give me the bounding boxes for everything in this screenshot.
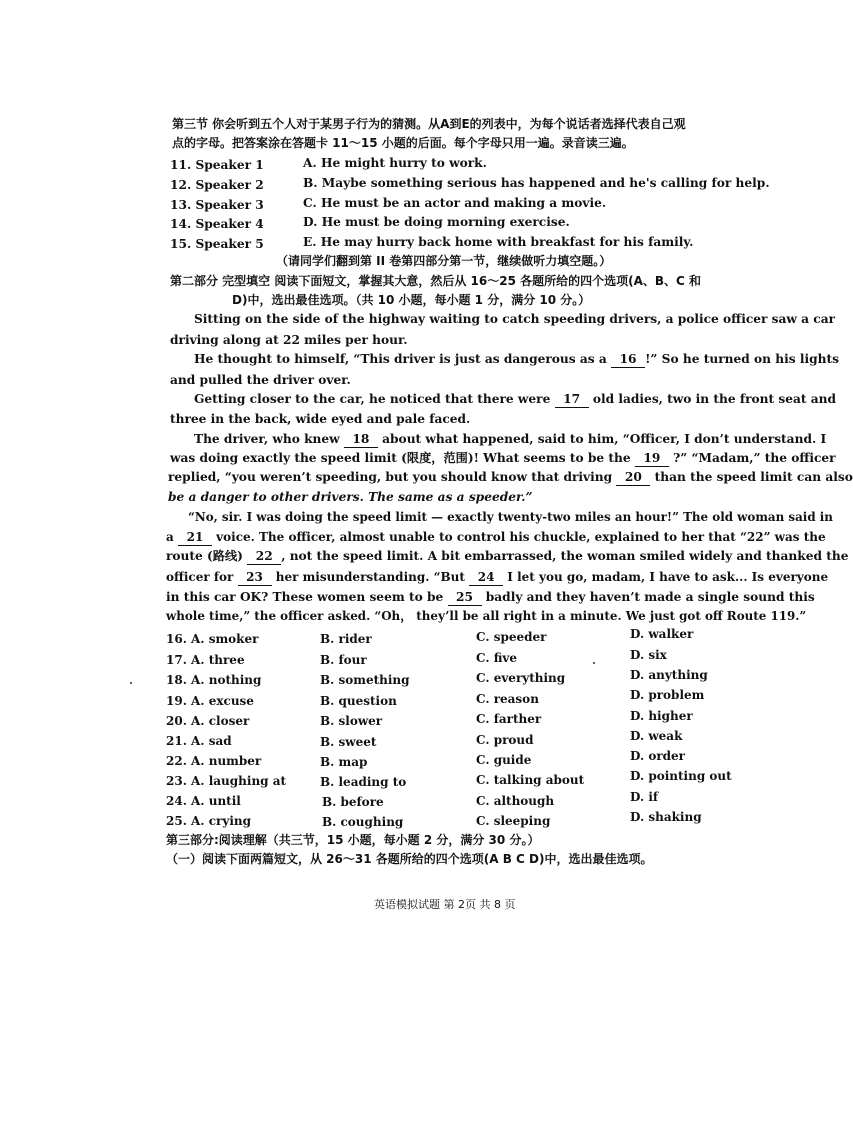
- option-d: D. six: [630, 648, 667, 662]
- option-a: 19. A. excuse: [166, 694, 254, 708]
- blank-24[interactable]: 24: [469, 569, 503, 586]
- option-c: C. sleeping: [476, 814, 551, 828]
- scan-speck: [130, 682, 132, 684]
- blank-19[interactable]: 19: [635, 450, 669, 467]
- option-d: D. shaking: [630, 810, 702, 824]
- option-d: D. higher: [630, 709, 693, 723]
- option-a: 24. A. until: [166, 794, 241, 808]
- part2-heading-line1: 第二部分 完型填空 阅读下面短文，掌握其大意，然后从 16～25 各题所给的四个选项(A、B、C 和: [170, 274, 702, 288]
- option-c: C. although: [476, 794, 555, 808]
- passage-line: route (路线) 22 , not the speed limit. A bit embarrassed, the woman smiled widely and thanked the: [166, 549, 849, 563]
- option-a: 16. A. smoker: [166, 632, 259, 646]
- option-b: B. map: [320, 755, 368, 769]
- blank-17[interactable]: 17: [555, 391, 589, 408]
- option-b: B. slower: [320, 714, 383, 728]
- option-c: C. talking about: [476, 773, 585, 787]
- speaker-label: 14. Speaker 4: [170, 217, 264, 231]
- option-c: C. everything: [476, 671, 566, 685]
- passage-line: replied, “you weren’t speeding, but you should know that driving 20 than the speed limit can also: [168, 470, 853, 484]
- speaker-guess: C. He must be an actor and making a movie.: [303, 196, 607, 210]
- turn-page-note: （请同学们翻到第 II 卷第四部分第一节，继续做听力填空题。）: [276, 254, 612, 268]
- blank-21[interactable]: 21: [178, 529, 212, 546]
- passage-line: whole time,” the officer asked. “Oh， they’ll be all right in a minute. We just got off Route 119.”: [166, 609, 807, 623]
- option-d: D. pointing out: [630, 769, 732, 783]
- blank-20[interactable]: 20: [616, 469, 650, 486]
- blank-23[interactable]: 23: [238, 569, 272, 586]
- option-a: 17. A. three: [166, 653, 245, 667]
- option-d: D. order: [630, 749, 686, 763]
- option-a: 20. A. closer: [166, 714, 250, 728]
- passage-line: “No, sir. I was doing the speed limit — exactly twenty-two miles an hour!” The old woman said in: [188, 510, 833, 524]
- option-a: 21. A. sad: [166, 734, 232, 748]
- passage-line: The driver, who knew 18 about what happened, said to him, “Officer, I don’t understand. I: [194, 432, 827, 446]
- passage-line: Sitting on the side of the highway waiting to catch speeding drivers, a police officer saw a car: [194, 312, 836, 326]
- option-b: B. something: [320, 673, 410, 687]
- passage-line: was doing exactly the speed limit (限度，范围)! What seems to be the 19 ?” “Madam,” the officer: [170, 451, 836, 465]
- option-b: B. sweet: [320, 735, 377, 749]
- option-b: B. rider: [320, 632, 372, 646]
- option-d: D. walker: [630, 627, 694, 641]
- option-c: C. proud: [476, 733, 534, 747]
- blank-18[interactable]: 18: [344, 431, 378, 448]
- option-a: 25. A. crying: [166, 814, 251, 828]
- part3-sub-heading: （一）阅读下面两篇短文，从 26～31 各题所给的四个选项(A B C D)中，选出最佳选项。: [166, 852, 653, 866]
- part2-heading-line2: D)中，选出最佳选项。（共 10 小题，每小题 1 分，满分 10 分。）: [232, 293, 591, 307]
- speaker-label: 12. Speaker 2: [170, 178, 264, 192]
- option-b: B. leading to: [320, 775, 407, 789]
- passage-line: officer for 23 her misunderstanding. “But 24 I let you go, madam, I have to ask... Is everyone: [166, 570, 829, 584]
- speaker-guess: E. He may hurry back home with breakfast for his family.: [303, 235, 694, 249]
- passage-line: driving along at 22 miles per hour.: [170, 333, 408, 347]
- speaker-guess: B. Maybe something serious has happened and he's calling for help.: [303, 176, 770, 190]
- option-d: D. weak: [630, 729, 683, 743]
- option-a: 23. A. laughing at: [166, 774, 287, 788]
- blank-25[interactable]: 25: [448, 589, 482, 606]
- passage-line: and pulled the driver over.: [170, 373, 351, 387]
- section3-intro-line2: 点的字母。把答案涂在答题卡 11～15 小题的后面。每个字母只用一遍。录音读三遍。: [172, 136, 634, 150]
- option-a: 18. A. nothing: [166, 673, 262, 687]
- passage-line: be a danger to other drivers. The same as a speeder.”: [168, 490, 533, 504]
- option-b: B. coughing: [322, 815, 404, 829]
- blank-22[interactable]: 22: [247, 548, 281, 565]
- scan-speck: [593, 662, 595, 664]
- blank-16[interactable]: 16: [611, 351, 645, 368]
- section3-intro-line1: 第三节 你会听到五个人对于某男子行为的猜测。从A到E的列表中，为每个说话者选择代表自己观: [172, 117, 686, 131]
- speaker-label: 15. Speaker 5: [170, 237, 264, 251]
- passage-line: Getting closer to the car, he noticed that there were 17 old ladies, two in the front seat and: [194, 392, 837, 406]
- option-c: C. speeder: [476, 630, 547, 644]
- passage-line: He thought to himself, “This driver is just as dangerous as a 16 !” So he turned on his lights: [194, 352, 839, 366]
- speaker-guess: A. He might hurry to work.: [303, 156, 487, 170]
- option-b: B. before: [322, 795, 384, 809]
- option-d: D. problem: [630, 688, 705, 702]
- option-c: C. farther: [476, 712, 542, 726]
- part3-heading: 第三部分:阅读理解（共三节，15 小题，每小题 2 分，满分 30 分。）: [166, 833, 540, 847]
- option-c: C. five: [476, 651, 518, 665]
- page-footer: 英语模拟试题 第 2页 共 8 页: [374, 898, 516, 911]
- option-d: D. anything: [630, 668, 708, 682]
- passage-line: in this car OK? These women seem to be 25 badly and they haven’t made a single sound this: [166, 590, 815, 604]
- speaker-label: 13. Speaker 3: [170, 198, 264, 212]
- option-b: B. four: [320, 653, 367, 667]
- option-b: B. question: [320, 694, 397, 708]
- passage-line: a 21 voice. The officer, almost unable to control his chuckle, explained to her that “22” was the: [166, 530, 826, 544]
- option-a: 22. A. number: [166, 754, 262, 768]
- option-d: D. if: [630, 790, 659, 804]
- option-c: C. reason: [476, 692, 539, 706]
- speaker-guess: D. He must be doing morning exercise.: [303, 215, 570, 229]
- passage-line: three in the back, wide eyed and pale faced.: [170, 412, 471, 426]
- speaker-label: 11. Speaker 1: [170, 158, 264, 172]
- option-c: C. guide: [476, 753, 532, 767]
